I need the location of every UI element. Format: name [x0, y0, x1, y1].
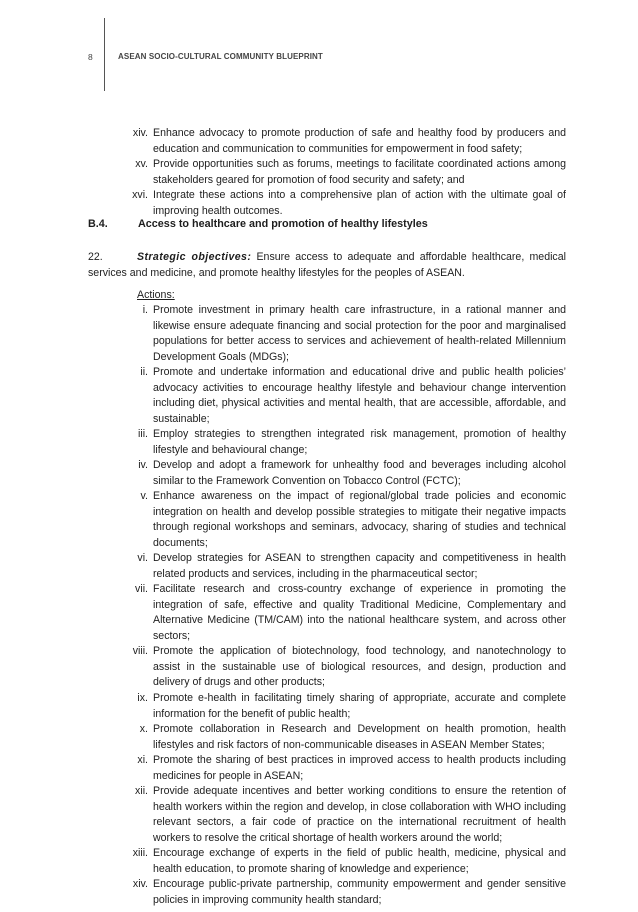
item-number: xii. — [135, 785, 148, 797]
list-item — [118, 644, 566, 691]
item-text: Promote investment in primary health care infrastructure, in a rational manner and likewise ensure adequate financing and social protection for the poor and marginalised populations for better access to services and achievement of health-related Millennium Development Goals (MDGs); — [153, 304, 566, 363]
item-number: x. — [139, 723, 148, 735]
list-item — [118, 846, 566, 877]
paragraph-text: Ensure access to adequate and affordable healthcare, medical services and medicine, and promote healthy lifestyles for the peoples of ASEAN. — [88, 251, 566, 279]
list-item — [118, 365, 566, 427]
item-text: Employ strategies to strengthen integrated risk management, promotion of healthy lifestyle and behavioural change; — [153, 428, 566, 456]
list-item — [118, 877, 566, 908]
item-text: Provide adequate incentives and better working conditions to ensure the retention of health workers within the region and develop, in close collaboration with WHO including relevant sectors, a fair code of practice on the international recruitment of health workers to resolve the critical shortage of health workers around the world; — [153, 785, 566, 844]
section-number: B.4. — [88, 218, 108, 230]
section-title: Access to healthcare and promotion of healthy lifestyles — [138, 218, 428, 230]
item-number: ix. — [137, 692, 148, 704]
list-item — [118, 784, 566, 846]
header-rule — [104, 18, 105, 91]
item-number: xiv. — [132, 127, 148, 139]
list-item — [118, 427, 566, 458]
item-text: Develop strategies for ASEAN to strengthen capacity and competitiveness in health related products and services, including in the pharmaceutical sector; — [153, 552, 566, 580]
item-number: ii. — [140, 366, 148, 378]
list-item — [118, 188, 566, 219]
list-item — [118, 489, 566, 551]
item-text: Integrate these actions into a comprehensive plan of action with the ultimate goal of improving health outcomes. — [153, 189, 566, 217]
list-item — [118, 582, 566, 644]
item-text: Encourage exchange of experts in the field of public health, medicine, physical and health education, to promote sharing of knowledge and experience; — [153, 847, 566, 875]
item-number: viii. — [132, 645, 148, 657]
running-title: ASEAN SOCIO-CULTURAL COMMUNITY BLUEPRINT — [118, 52, 323, 61]
item-number: vii. — [135, 583, 148, 595]
page-number: 8 — [88, 52, 93, 62]
list-item — [118, 722, 566, 753]
item-text: Promote the sharing of best practices in improved access to health products including medicines for people in ASEAN; — [153, 754, 566, 782]
paragraph-number: 22. — [88, 251, 103, 263]
item-text: Facilitate research and cross-country exchange of experience in promoting the integration of safe, effective and quality Traditional Medicine, Complementary and Alternative Medicine (TM/CAM) into the national healthcare system, and across other sectors; — [153, 583, 566, 642]
paragraph-22 — [88, 250, 566, 281]
item-number: xvi. — [132, 189, 148, 201]
list-item — [118, 157, 566, 188]
item-text: Promote the application of biotechnology, food technology, and nanotechnology to assist in the sustainable use of biological resources, and design, production and delivery of drugs and other products; — [153, 645, 566, 689]
item-text: Promote e-health in facilitating timely sharing of appropriate, accurate and complete information for the benefit of public health; — [153, 692, 566, 720]
item-text: Provide opportunities such as forums, meetings to facilitate coordinated actions among stakeholders geared for promotion of food security and safety; and — [153, 158, 566, 186]
list-item — [118, 458, 566, 489]
item-text: Develop and adopt a framework for unhealthy food and beverages including alcohol similar to the Framework Convention on Tobacco Control (FCTC); — [153, 459, 566, 487]
list-item — [118, 753, 566, 784]
item-number: vi. — [137, 552, 148, 564]
list-item — [118, 691, 566, 722]
item-text: Enhance awareness on the impact of regional/global trade policies and economic integration on health and develop possible strategies to mitigate their negative impacts through regional workshops and seminars, advocacy, sharing of studies and technical documents; — [153, 490, 566, 549]
item-text: Promote and undertake information and educational drive and public health policies’ advocacy activities to encourage healthy lifestyle and behaviour change intervention including diet, physical activities and mental health, that are accessible, affordable, and sustainable; — [153, 366, 566, 425]
item-number: v. — [140, 490, 148, 502]
item-number: xiv. — [132, 878, 148, 890]
list-item — [118, 303, 566, 365]
item-number: iv. — [138, 459, 148, 471]
item-text: Encourage public-private partnership, community empowerment and gender sensitive policies in improving community health standard; — [153, 878, 566, 906]
list-item — [118, 126, 566, 157]
item-text: Enhance advocacy to promote production of safe and healthy food by producers and education and communication to communities for empowerment in food safety; — [153, 127, 566, 155]
item-number: xiii. — [132, 847, 148, 859]
item-text: Promote collaboration in Research and Development on health promotion, health lifestyles and risk factors of non-communicable diseases in ASEAN Member States; — [153, 723, 566, 751]
list-item — [118, 551, 566, 582]
paragraph-lead: Strategic objectives: — [137, 251, 252, 263]
actions-label: Actions: — [137, 289, 175, 301]
item-number: xi. — [137, 754, 148, 766]
item-number: xv. — [135, 158, 148, 170]
item-number: i. — [142, 304, 148, 316]
item-number: iii. — [137, 428, 148, 440]
